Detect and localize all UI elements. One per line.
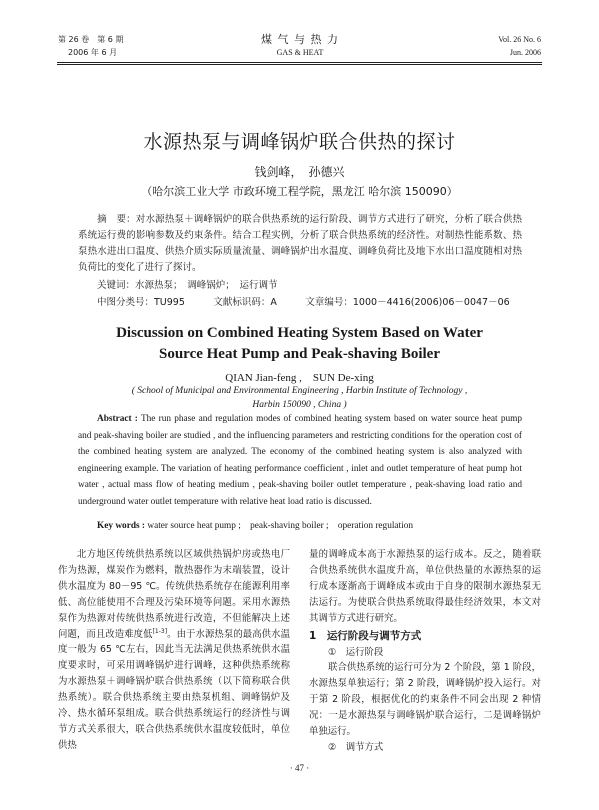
keywords-cn-text: 水源热泵； 调峰锅炉； 运行调节 <box>135 280 278 291</box>
abstract-en-text: The run phase and regulation modes of combined heating system based on water source heat pump and peak-shaving boiler are studied , and the influencing parameters and restricting conditions for the operation cost of the combined heating system are analyzed. The economy of the combined heating system is also analyzed with engineering example. The variation of heating performance coefficient , inlet and outlet temperature of heat pump hot water , actual mass flow of heating medium , peak-shaving boiler outlet temperature , peak-shaving load ratio and underground water outlet temperature with relative heat load ratio is discussed. <box>78 414 522 507</box>
volume-issue-en: Vol. 26 No. 6 <box>498 35 541 44</box>
paper-title-en-line1: Discussion on Combined Heating System Based on Water <box>116 325 483 341</box>
citation-marker: [1-3] <box>152 627 168 635</box>
volume-issue-cn: 第 26 卷 第 6 期 <box>58 35 124 44</box>
intro-paragraph <box>58 547 290 754</box>
intro-paragraph-continued: 量的调峰成本高于水源热泵的运行成本。反之，随着联合供热系统供水温度升高，单位供热量的水源热泵的运行成本逐渐高于调峰成本或由于自身的限制水源热泵无法运行。为使联合供热系统取得最佳经济效果，本文对其调节方式进行研究。 <box>309 549 541 624</box>
classification-cn: 中图分类号：TU995 文献标识码：A 文章编号：1000－4416(2006)06－0047－06 <box>97 297 510 308</box>
authors-en: QIAN Jian-feng , SUN De-xing <box>225 372 374 384</box>
intro-text-continued: 。由于水源热泵的最高供水温度一般为 65 ℃左右，因此当无法满足供热系统供水温度要求时，可采用调峰锅炉进行调峰，这种供热系统称为水源热泵＋调峰锅炉联合供热系统（以下简称联合供热系统）。联合供热系统主要由热泵机组、调峰锅炉及冷、热水循环泵组成。联合供热系统运行的经济性与调节方式关系很大，联合供热系统供水温度较低时，单位供热 <box>58 628 290 751</box>
abstract-en-label: Abstract : <box>97 414 138 424</box>
keywords-en-label: Key words : <box>97 521 146 531</box>
authors-cn: 钱剑峰， 孙德兴 <box>254 165 345 179</box>
section-title: 运行阶段与调节方式 <box>326 629 422 642</box>
abstract-en <box>78 411 522 510</box>
journal-title-en: GAS & HEAT <box>276 48 324 57</box>
abstract-cn <box>78 212 522 276</box>
keywords-en <box>97 519 413 533</box>
affiliation-en-line1: ( School of Municipal and Environmental Engineering , Harbin Institute of Technology , <box>131 386 468 396</box>
paper-title-en-line2: Source Heat Pump and Peak-shaving Boiler <box>159 346 440 362</box>
page-number: · 47 · <box>289 763 310 773</box>
abstract-cn-text: 对水源热泵＋调峰锅炉的联合供热系统的运行阶段、调节方式进行了研究，分析了联合供热系统运行费的影响参数及约束条件。结合工程实例，分析了联合供热系统的经济性。对制热性能系数、热泵热水进出口温度、供热介质实际质量流量、调峰锅炉出水温度、调峰负荷比及地下水出口温度随相对热负荷比的变化了进行了探讨。 <box>78 214 522 273</box>
subsection-heading-1: ① 运行阶段 <box>328 646 384 658</box>
affiliation-en-line2: Harbin 150090 , China ) <box>252 400 347 410</box>
body-column-right <box>309 547 541 756</box>
date-cn: 2006 年 6 月 <box>68 48 118 57</box>
paper-title-cn: 水源热泵与调峰锅炉联合供热的探讨 <box>143 131 456 153</box>
body-column-left <box>58 547 290 754</box>
header-rule-top <box>57 62 542 63</box>
header-rule-bottom <box>57 64 542 65</box>
affiliation-cn: （哈尔滨工业大学 市政环境工程学院，黑龙江 哈尔滨 150090） <box>141 185 458 198</box>
subsection-heading-2: ② 调节方式 <box>328 741 384 753</box>
keywords-en-text: water source heat pump ; peak-shaving boiler ; operation regulation <box>147 521 414 531</box>
intro-text: 北方地区传统供热系统以区域供热锅炉房或热电厂作为热源，煤炭作为燃料，散热器作为末端装置，设计供水温度为 80－95 ℃。传统供热系统存在能源利用率低、高位能使用不合理及污染环境等问题。采用水源热泵作为热源对传统供热系统进行改造，不但能解决上述问题，而且改造难度低 <box>58 549 290 640</box>
date-en: Jun. 2006 <box>509 48 541 57</box>
section-number: 1 <box>309 629 317 642</box>
keywords-cn-label: 关键词： <box>97 280 136 291</box>
journal-title-cn: 煤 气 与 热 力 <box>261 33 339 46</box>
section-heading <box>309 628 541 645</box>
keywords-cn <box>97 279 278 293</box>
abstract-cn-label: 摘 要： <box>97 214 136 225</box>
operation-phase-paragraph: 联合供热系统的运行可分为 2 个阶段，第 1 阶段，水源热泵单独运行；第 2 阶段，调峰锅炉投入运行。对于第 2 阶段，根据优化的约束条件不同会出现 2 种情况：一是水源热泵与调峰锅炉联合运行，二是调峰锅炉单独运行。 <box>309 662 541 738</box>
